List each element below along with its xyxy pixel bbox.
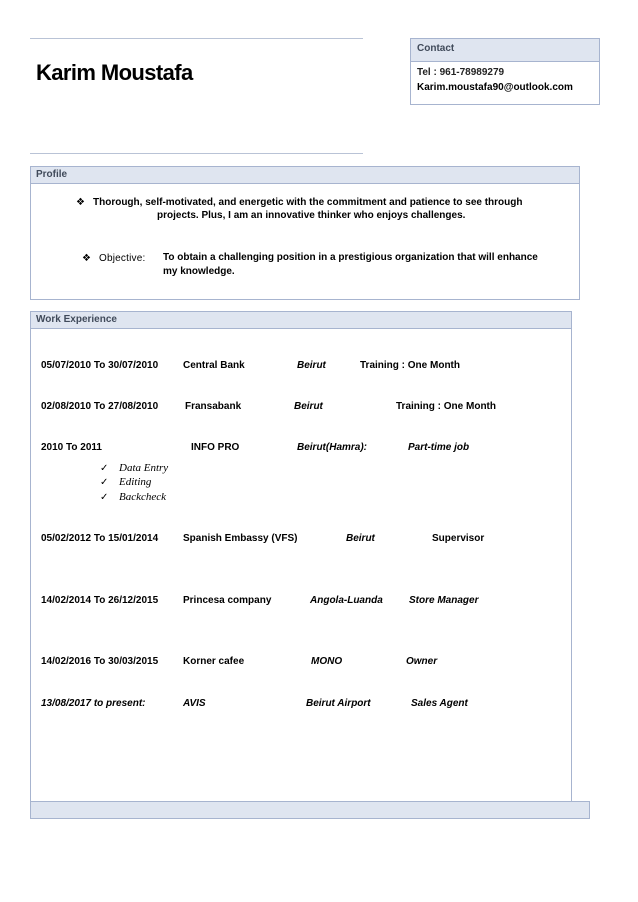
checkmark-icon: ✓ (100, 492, 109, 503)
work-experience-section (30, 311, 572, 803)
job-role: Supervisor (432, 533, 485, 544)
job-location: MONO (311, 656, 343, 667)
job-location: Beirut (297, 360, 326, 371)
diamond-bullet-icon: ❖ (76, 197, 85, 208)
job-role: Part-time job (408, 442, 470, 453)
job-role: Store Manager (409, 595, 479, 606)
job-dates: 05/07/2010 To 30/07/2010 (41, 360, 159, 371)
top-rule (30, 38, 363, 39)
job-company: Spanish Embassy (VFS) (183, 533, 298, 544)
contact-box (410, 38, 600, 105)
checkmark-icon: ✓ (100, 477, 109, 488)
job-role: Owner (406, 656, 438, 667)
job-dates: 14/02/2016 To 30/03/2015 (41, 656, 159, 667)
job-location: Beirut Airport (306, 698, 371, 709)
job-role: Training : One Month (360, 360, 460, 371)
mid-rule (30, 153, 363, 154)
job-dates: 05/02/2012 To 15/01/2014 (41, 533, 159, 544)
job-company: INFO PRO (191, 442, 240, 453)
job-company: AVIS (183, 698, 206, 709)
profile-summary-line2: projects. Plus, I am an innovative thinker who enjoys challenges. (157, 210, 466, 221)
job-role: Sales Agent (411, 698, 468, 709)
profile-header (31, 167, 579, 184)
job-company: Princesa company (183, 595, 272, 606)
job-location: Beirut (346, 533, 375, 544)
job-company: Korner cafee (183, 656, 245, 667)
task-item: Editing (119, 476, 152, 488)
work-experience-heading: Work Experience (36, 314, 117, 325)
profile-summary-line1: Thorough, self-motivated, and energetic with the commitment and patience to see through (93, 197, 523, 208)
profile-heading: Profile (36, 169, 68, 180)
job-company: Central Bank (183, 360, 245, 371)
profile-section (30, 166, 580, 300)
job-location: Beirut(Hamra): (297, 442, 368, 453)
objective-line1: To obtain a challenging position in a prestigious organization that will enhance (163, 252, 538, 263)
contact-heading: Contact (417, 43, 455, 54)
job-dates: 13/08/2017 to present: (41, 698, 146, 709)
job-role: Training : One Month (396, 401, 496, 412)
candidate-name: Karim Moustafa (36, 60, 193, 85)
job-dates: 14/02/2014 To 26/12/2015 (41, 595, 159, 606)
checkmark-icon: ✓ (100, 463, 109, 474)
work-experience-header (31, 312, 571, 329)
job-dates: 02/08/2010 To 27/08/2010 (41, 401, 159, 412)
contact-email: Karim.moustafa90@outlook.com (417, 82, 573, 93)
objective-line2: my knowledge. (163, 266, 235, 277)
job-company: Fransabank (185, 401, 242, 412)
task-item: Data Entry (119, 462, 169, 474)
contact-header (411, 39, 599, 62)
diamond-bullet-icon: ❖ (82, 253, 91, 264)
objective-label: Objective: (99, 253, 146, 264)
task-item: Backcheck (119, 491, 167, 503)
job-dates: 2010 To 2011 (41, 442, 102, 453)
job-location: Angola-Luanda (310, 595, 383, 606)
job-location: Beirut (294, 401, 323, 412)
footer-bar (30, 801, 590, 819)
contact-phone: Tel : 961-78989279 (417, 67, 505, 78)
